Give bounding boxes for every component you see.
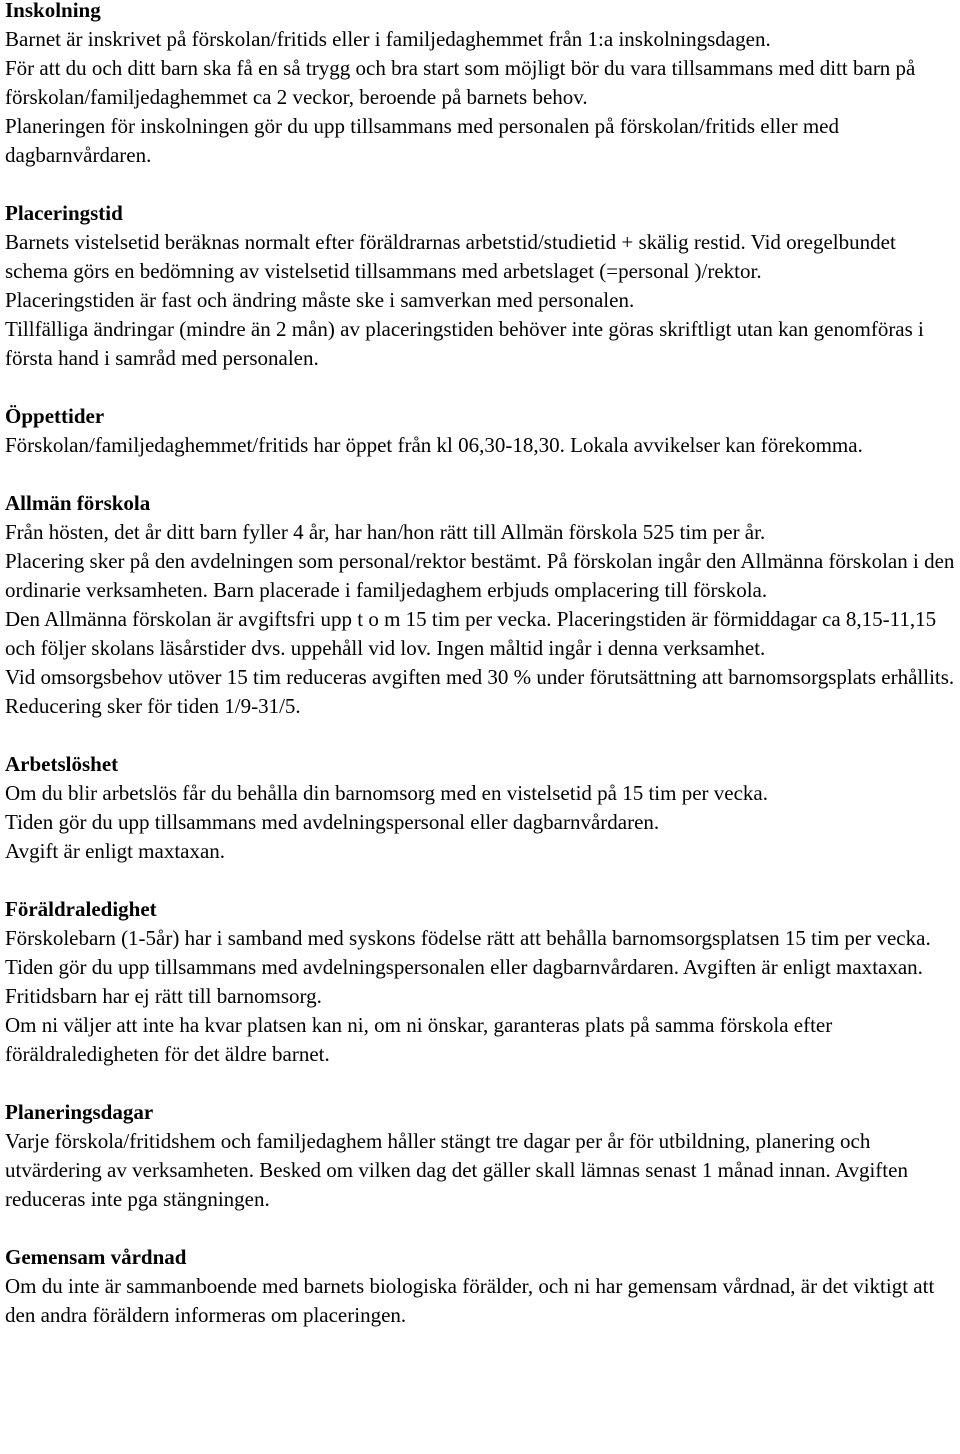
section-heading: Föräldraledighet — [5, 897, 157, 921]
section-heading: Öppettider — [5, 404, 105, 428]
paragraph: Om du blir arbetslös får du behålla din barnomsorg med en vistelsetid på 15 tim per vecka. — [5, 781, 769, 805]
section-heading: Arbetslöshet — [5, 752, 119, 776]
document-body — [5, 0, 957, 1330]
paragraph: Vid omsorgsbehov utöver 15 tim reduceras avgiften med 30 % under förutsättning att barnomsorgsplats erhållits. Reducering sker för tiden 1/9-31/5. — [5, 665, 955, 718]
section-arbetsloshet — [5, 750, 957, 866]
paragraph: Varje förskola/fritidshem och familjedaghem håller stängt tre dagar per år för utbildning, planering och utvärdering av verksamheten. Besked om vilken dag det gäller skall lämnas senast 1 månad innan. Avgiften reduceras inte pga stängningen. — [5, 1129, 908, 1211]
paragraph: Placering sker på den avdelningen som personal/rektor bestämt. På förskolan ingår den Allmänna förskolan i den ordinarie verksamheten. Barn placerade i familjedaghem erbjuds omplacering till förskola. — [5, 549, 955, 602]
section-heading: Placeringstid — [5, 201, 123, 225]
paragraph: Avgift är enligt maxtaxan. — [5, 839, 226, 863]
section-allman-forskola — [5, 489, 957, 721]
paragraph: Barnets vistelsetid beräknas normalt efter föräldrarnas arbetstid/studietid + skälig restid. Vid oregelbundet schema görs en bedömning av vistelsetid tillsammans med arbetslaget (=personal )/rektor. — [5, 230, 896, 283]
paragraph: Tiden gör du upp tillsammans med avdelningspersonal eller dagbarnvårdaren. — [5, 810, 660, 834]
paragraph: För att du och ditt barn ska få en så trygg och bra start som möjligt bör du vara tillsammans med ditt barn på förskolan/familjedaghemmet ca 2 veckor, beroende på barnets behov. — [5, 56, 916, 109]
paragraph: Om du inte är sammanboende med barnets biologiska förälder, och ni har gemensam vårdnad, är det viktigt att den andra föräldern informeras om placeringen. — [5, 1274, 935, 1327]
paragraph: Tillfälliga ändringar (mindre än 2 mån) av placeringstiden behöver inte göras skriftligt utan kan genomföras i första hand i samråd med personalen. — [5, 317, 924, 370]
section-foraldraledighet — [5, 895, 957, 1069]
paragraph: Planeringen för inskolningen gör du upp tillsammans med personalen på förskolan/fritids eller med dagbarnvårdaren. — [5, 114, 839, 167]
section-inskolning — [5, 0, 957, 170]
section-gemensam-vardnad — [5, 1243, 957, 1330]
paragraph: Placeringstiden är fast och ändring måste ske i samverkan med personalen. — [5, 288, 635, 312]
section-heading: Planeringsdagar — [5, 1100, 154, 1124]
paragraph: Om ni väljer att inte ha kvar platsen kan ni, om ni önskar, garanteras plats på samma förskola efter föräldraledigheten för det äldre barnet. — [5, 1013, 833, 1066]
paragraph: Från hösten, det år ditt barn fyller 4 år, har han/hon rätt till Allmän förskola 525 tim per år. — [5, 520, 766, 544]
section-heading: Inskolning — [5, 0, 101, 22]
section-heading: Allmän förskola — [5, 491, 151, 515]
paragraph: Barnet är inskrivet på förskolan/fritids eller i familjedaghemmet från 1:a inskolningsdagen. — [5, 27, 771, 51]
section-placeringstid — [5, 199, 957, 373]
section-oppettider — [5, 402, 957, 460]
paragraph: Förskolebarn (1-5år) har i samband med syskons födelse rätt att behålla barnomsorgsplatsen 15 tim per vecka. Tiden gör du upp tillsammans med avdelningspersonalen eller dagbarnvårdaren. Avgiften är enligt maxtaxan. Fritidsbarn har ej rätt till barnomsorg. — [5, 926, 931, 1008]
section-planeringsdagar — [5, 1098, 957, 1214]
paragraph: Den Allmänna förskolan är avgiftsfri upp t o m 15 tim per vecka. Placeringstiden är förmiddagar ca 8,15-11,15 och följer skolans läsårstider dvs. uppehåll vid lov. Ingen måltid ingår i denna verksamhet. — [5, 607, 937, 660]
paragraph: Förskolan/familjedaghemmet/fritids har öppet från kl 06,30-18,30. Lokala avvikelser kan förekomma. — [5, 433, 863, 457]
section-heading: Gemensam vårdnad — [5, 1245, 187, 1269]
